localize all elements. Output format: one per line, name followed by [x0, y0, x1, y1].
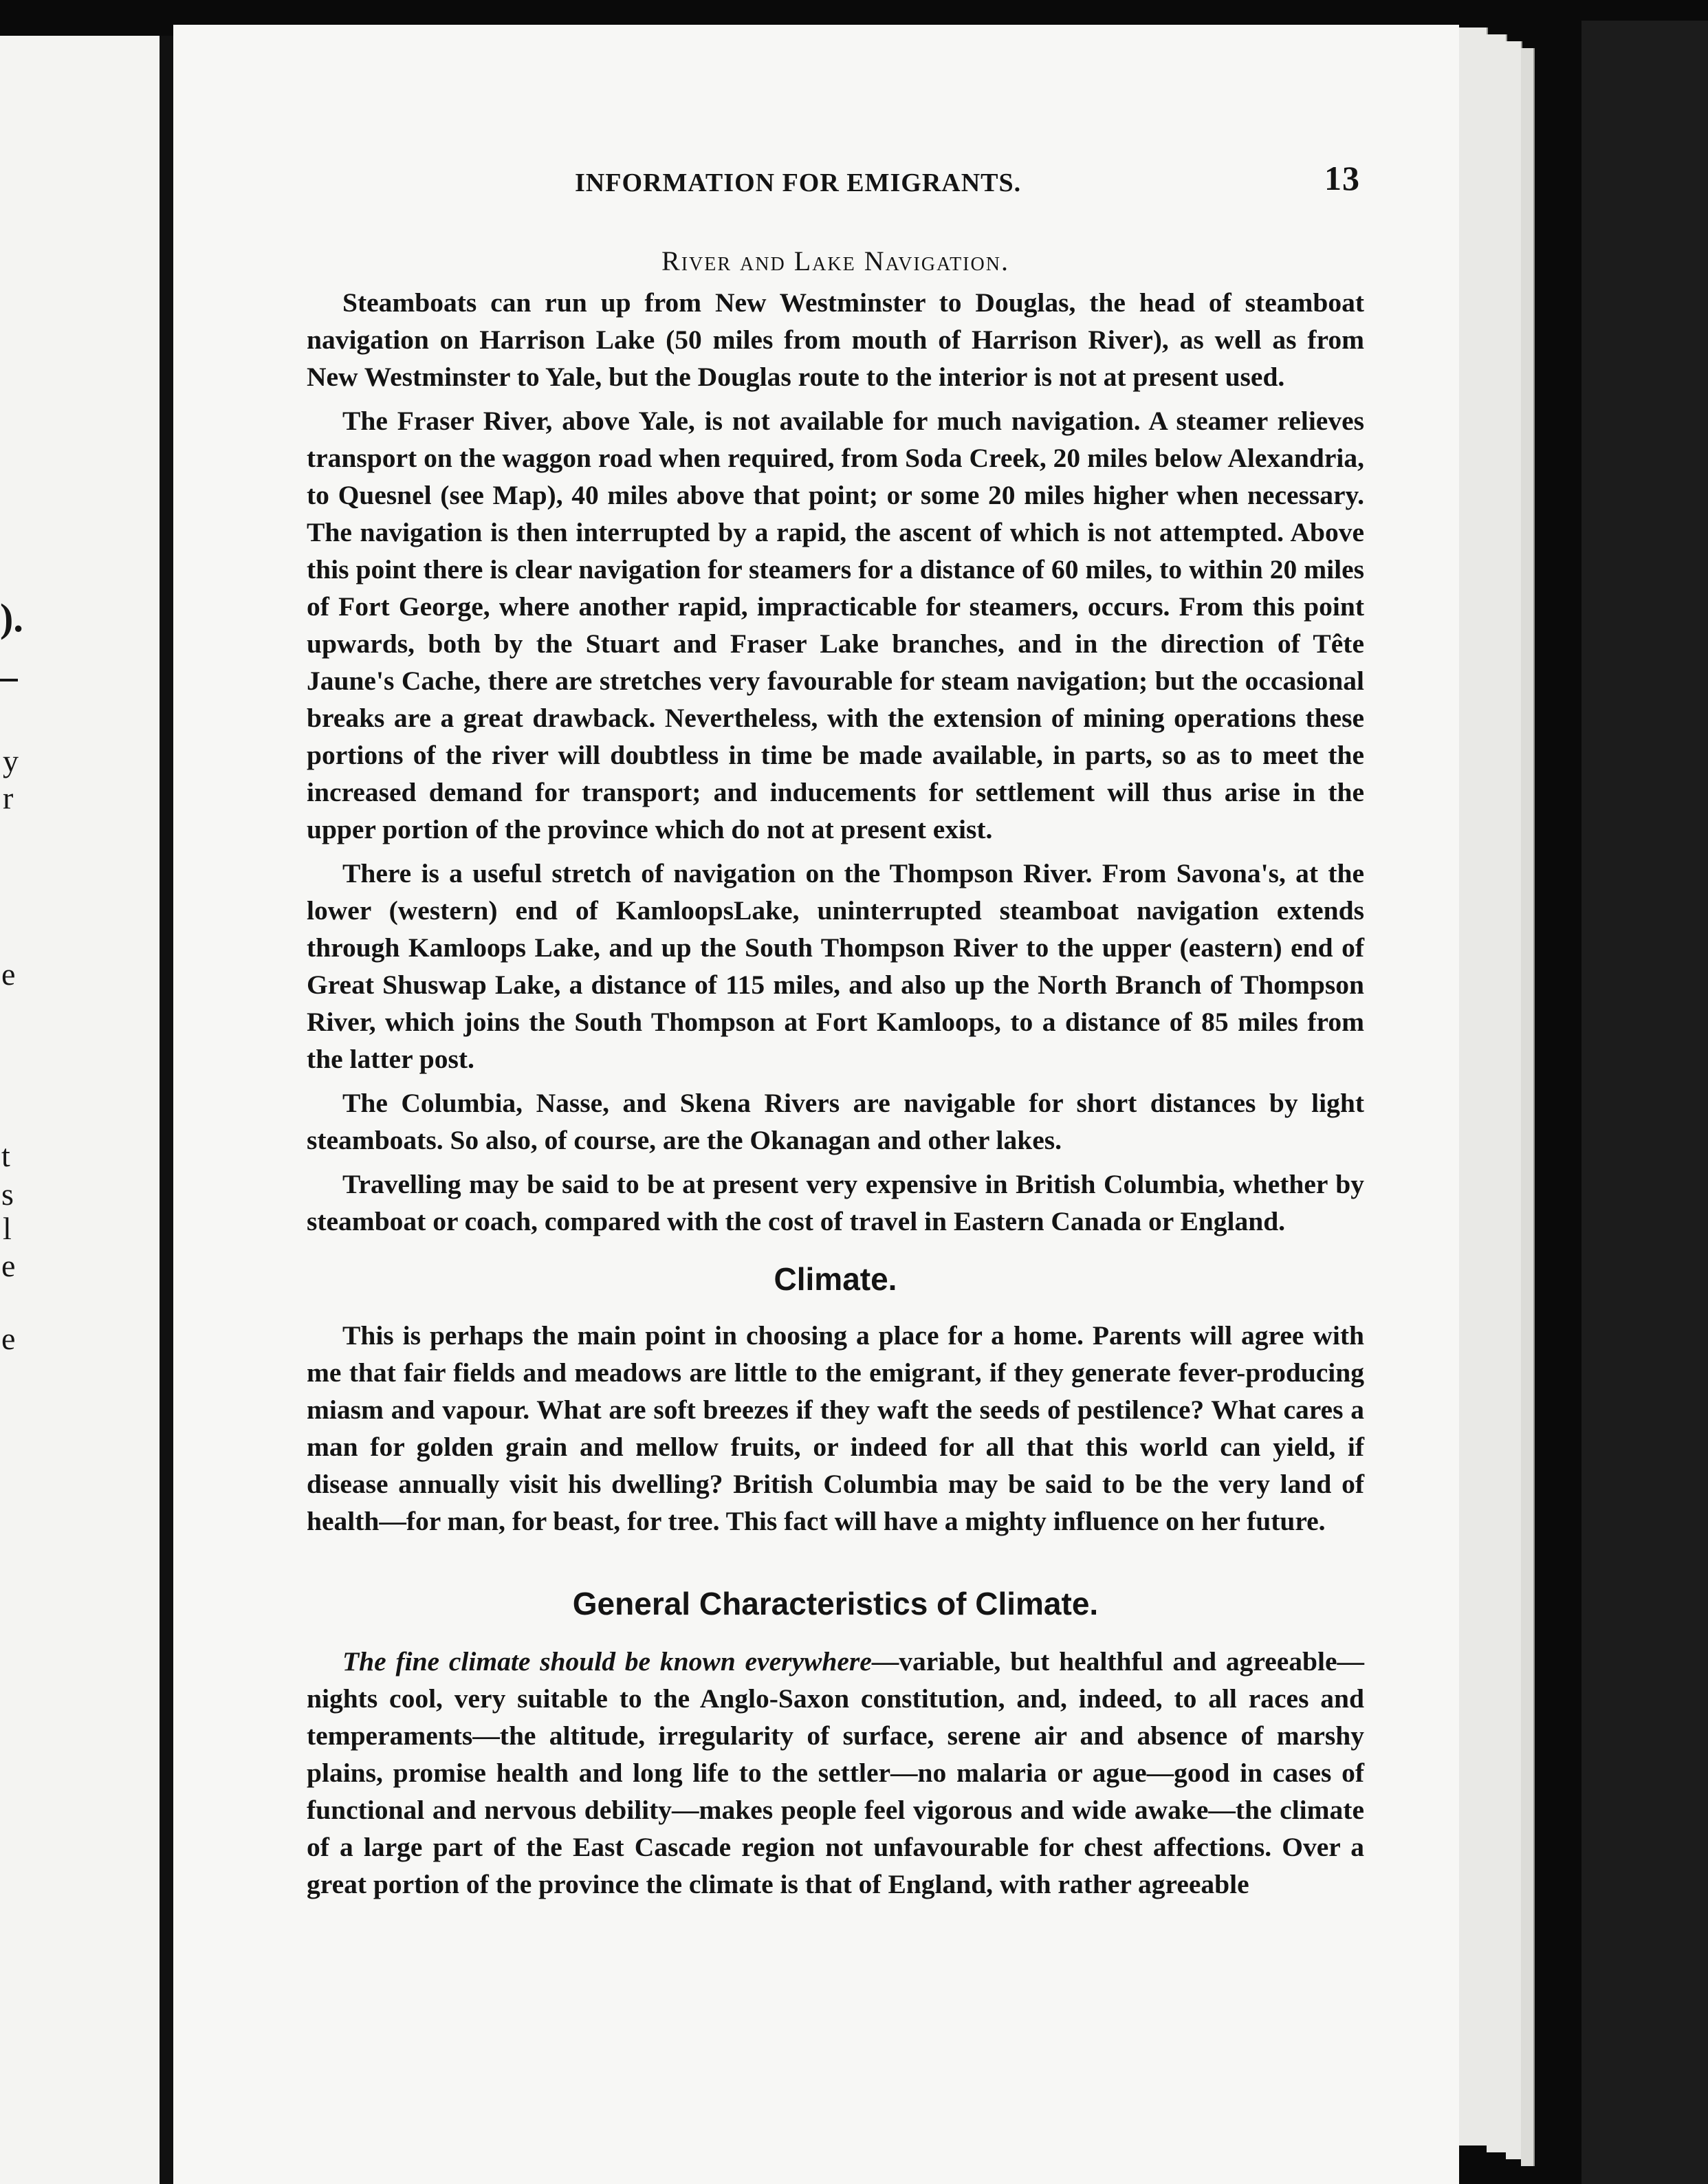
left-page-fragment: r	[3, 780, 14, 816]
book-gutter	[160, 36, 173, 2184]
section-heading-general-characteristics: General Characteristics of Climate.	[572, 1586, 1099, 1621]
left-page-fragment: e	[1, 1248, 16, 1283]
left-page-fragment: ).	[0, 596, 23, 640]
paragraph: There is a useful stretch of navigation on the Thompson River. From Savona's, at the lower (western) end of KamloopsLake, uninterrupted steamboat navigation extends through Kamloops Lake, and up the South Thompson River to the upper (eastern) end of Great Shuswap Lake, a distance of 115 miles, and also up the North Branch of Thompson River, which joins the South Thompson at Fort Kamloops, to a distance of 85 miles from the latter post.	[307, 858, 1364, 1074]
page-edge	[1487, 34, 1507, 2152]
section-heading-climate: Climate.	[774, 1261, 897, 1297]
left-page-edge	[0, 36, 160, 2184]
paragraph: The Columbia, Nasse, and Skena Rivers are navigable for short distances by light steamboats. So also, of course, are the Okanagan and other lakes.	[307, 1088, 1364, 1155]
left-page-rule	[0, 679, 18, 681]
left-page-fragment: s	[1, 1177, 14, 1212]
left-page-fragment: t	[1, 1138, 10, 1173]
page-header	[307, 158, 1364, 206]
page-edge	[1506, 41, 1522, 2159]
left-page-fragment: e	[1, 1321, 16, 1356]
paragraph-text: —variable, but healthful and agreeable—nights cool, very suitable to the Anglo-Saxon constitution, and, indeed, to all races and temperaments—the altitude, irregularity of surface, serene air and absence of marshy plains, promise health and long life to the settler—no malaria or ague—good in cases of functional and nervous debility—makes people feel vigorous and wide awake—the climate of a large part of the East Cascade region not unfavourable for chest affections. Over a great portion of the province the climate is that of England, with rather agreeable	[307, 1646, 1364, 1899]
page-number: 13	[1324, 159, 1360, 197]
running-head: INFORMATION FOR EMIGRANTS.	[575, 168, 1022, 197]
book-edge-shadow	[1581, 21, 1708, 2184]
paragraph: This is perhaps the main point in choosing a place for a home. Parents will agree with me that fair fields and meadows are little to the emigrant, if they generate fever-producing miasm and vapour. What are soft breezes if they waft the seeds of pestilence? What cares a man for golden grain and mellow fruits, or indeed for all that this world can yield, if disease annually visit his dwelling? British Columbia may be said to be the very land of health—for man, for beast, for tree. This fact will have a mighty influence on her future.	[307, 1320, 1364, 1536]
page-text	[307, 158, 1364, 1910]
left-page-fragment: y	[3, 743, 19, 778]
page-edge	[1521, 48, 1535, 2166]
section-heading-river-navigation: River and Lake Navigation.	[661, 245, 1009, 276]
page-edge	[1456, 28, 1488, 2145]
left-page-fragment: e	[1, 957, 16, 992]
paragraph	[307, 1643, 1364, 1903]
paragraph: The Fraser River, above Yale, is not available for much navigation. A steamer relieves transport on the waggon road when required, from Soda Creek, 20 miles below Alexandria, to Quesnel (see Map), 40 miles above that point; or some 20 miles higher when necessary. The navigation is then interrupted by a rapid, the ascent of which is not attempted. Above this point there is clear navigation for steamers for a distance of 60 miles, to within 20 miles of Fort George, where another rapid, impracticable for steamers, occurs. From this point upwards, both by the Stuart and Fraser Lake branches, and in the direction of Tête Jaune's Cache, there are stretches very favourable for steam navigation; but the occasional breaks are a great drawback. Nevertheless, with the extension of mining operations these portions of the river will doubtless in time be made available, in parts, so as to meet the increased demand for transport; and inducements for settlement will thus arise in the upper portion of the province which do not at present exist.	[307, 406, 1364, 844]
left-page-fragment: l	[3, 1211, 12, 1246]
italic-lead: The fine climate should be known everywhere	[342, 1646, 872, 1677]
paragraph: Travelling may be said to be at present very expensive in British Columbia, whether by steamboat or coach, compared with the cost of travel in Eastern Canada or England.	[307, 1169, 1364, 1236]
paragraph: Steamboats can run up from New Westminster to Douglas, the head of steamboat navigation on Harrison Lake (50 miles from mouth of Harrison River), as well as from New Westminster to Yale, but the Douglas route to the interior is not at present used.	[307, 287, 1364, 392]
